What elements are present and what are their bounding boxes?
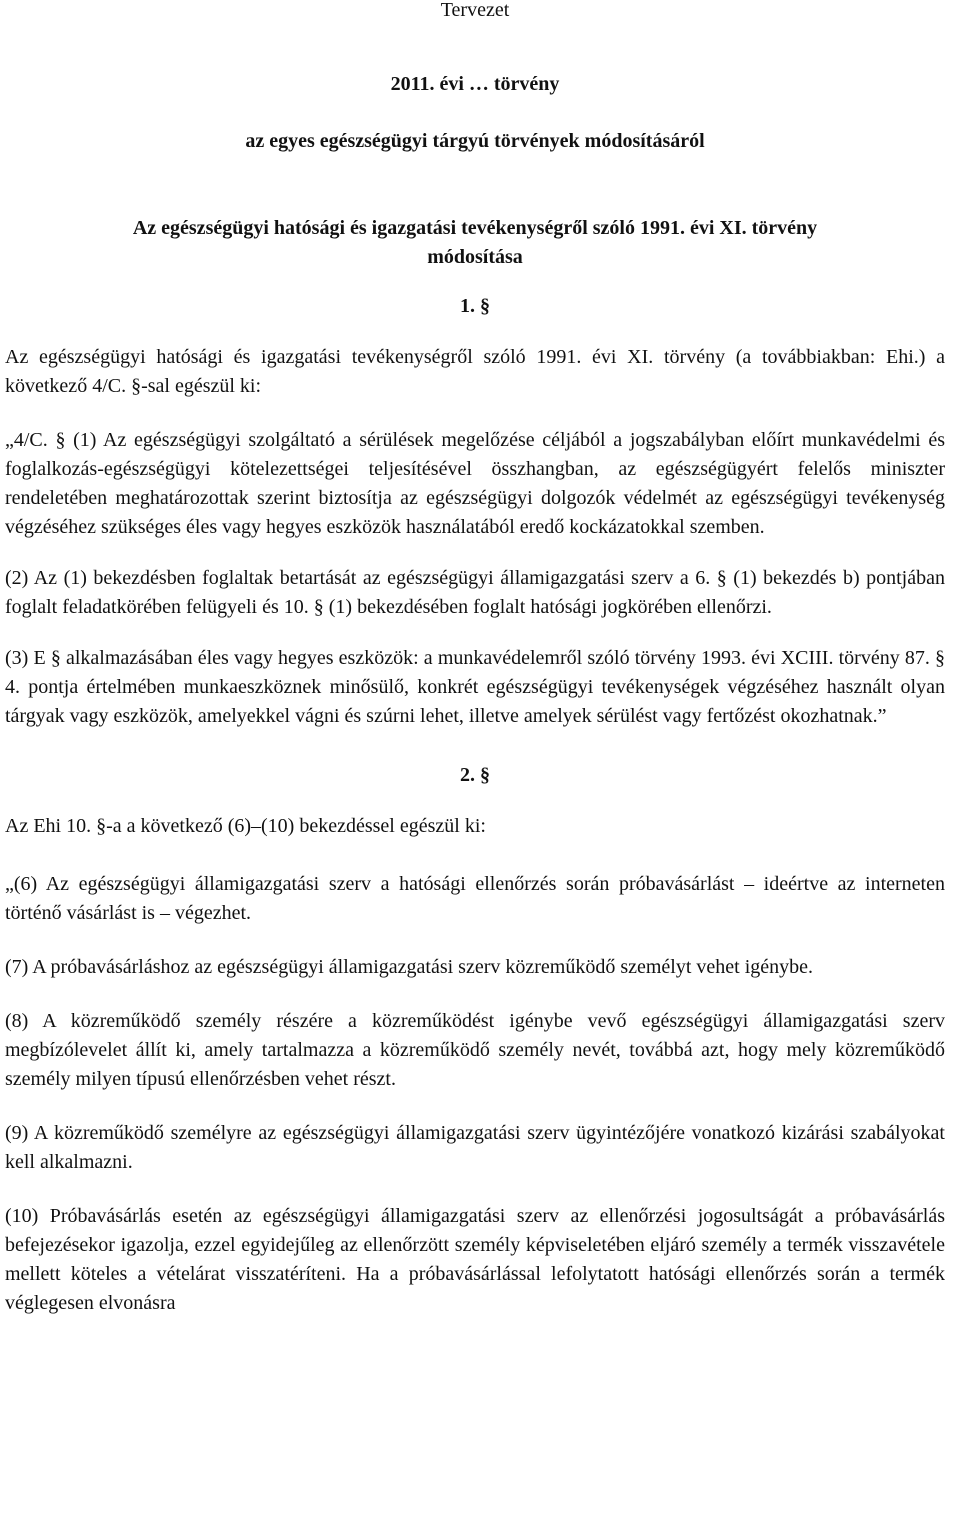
amendment-text-10-8: (8) A közreműködő személy részére a közreműködést igénybe vevő egészségügyi államigazgatási szerv megbízólevelet állít ki, amely tartalmazza a közreműködő személy nevét, továbbá azt, hogy mely közreműködő személy milyen típusú ellenőrzésben vehet részt. bbox=[5, 1010, 945, 1090]
amendment-text-10-6: „(6) Az egészségügyi államigazgatási szerv a hatósági ellenőrzés során próbavásárlást – ideértve az interneten történő vásárlást is – végezhet. bbox=[5, 873, 945, 924]
amendment-text-10-10: (10) Próbavásárlás esetén az egészségügyi államigazgatási szerv az ellenőrzési jogosultságát a próbavásárlás befejezésekor igazolja, ezzel egyidejűleg az ellenőrzött személy képviseletében eljáró személy a termék visszavétele mellett köteles a vételárat visszatéríteni. Ha a próbavásárlással lefolytatott hatósági ellenőrzés során a termék véglegesen elvonásra bbox=[5, 1205, 945, 1314]
paragraph-number-1: 1. § bbox=[460, 295, 490, 317]
amendment-text-4c-1: „4/C. § (1) Az egészségügyi szolgáltató a sérülések megelőzése céljából a jogszabályban előírt munkavédelmi és foglalkozás-egészségügyi kötelezettségei teljesítésével összhangban, az egészségügyért felelős miniszter rendeletében meghatározottak szerint biztosítja az egészségügyi dolgozók védelmét az egészségügyi tevékenység végzéséhez szükséges éles vagy hegyes eszközök használatából eredő kockázatokkal szemben. bbox=[5, 429, 945, 538]
paragraph-number-2: 2. § bbox=[460, 764, 490, 786]
document-page bbox=[5, 0, 945, 1318]
law-title: 2011. évi … törvény bbox=[390, 73, 560, 95]
amendment-text-10-7: (7) A próbavásárláshoz az egészségügyi államigazgatási szerv közreműködő személyt vehet igénybe. bbox=[5, 956, 814, 978]
amendment-text-10-9: (9) A közreműködő személyre az egészségügyi államigazgatási szerv ügyintézőjére vonatkozó kizárási szabályokat kell alkalmazni. bbox=[5, 1122, 945, 1173]
draft-label: Tervezet bbox=[440, 0, 510, 21]
amendment-text-4c-3: (3) E § alkalmazásában éles vagy hegyes eszközök: a munkavédelemről szóló törvény 1993. évi XCIII. törvény 87. § 4. pontja értelmében munkaeszköznek minősülő, konkrét egészségügyi tevékenységek végzéséhez használt olyan tárgyak vagy eszközök, amelyekkel vágni és szúrni lehet, illetve amelyek sérülést vagy fertőzést okozhatnak.” bbox=[5, 647, 945, 727]
amendment-intro-2: Az Ehi 10. §-a a következő (6)–(10) bekezdéssel egészül ki: bbox=[5, 815, 486, 837]
section-heading: Az egészségügyi hatósági és igazgatási tevékenységről szóló 1991. évi XI. törvény módosítása bbox=[132, 217, 818, 268]
law-subtitle: az egyes egészségügyi tárgyú törvények módosításáról bbox=[245, 130, 705, 152]
amendment-text-4c-2: (2) Az (1) bekezdésben foglaltak betartását az egészségügyi államigazgatási szerv a 6. § (1) bekezdés b) pontjában foglalt feladatkörében felügyeli és 10. § (1) bekezdésében foglalt hatósági jogkörében ellenőrzi. bbox=[5, 567, 945, 618]
amendment-intro-1: Az egészségügyi hatósági és igazgatási tevékenységről szóló 1991. évi XI. törvény (a továbbiakban: Ehi.) a következő 4/C. §-sal egészül ki: bbox=[5, 346, 945, 397]
